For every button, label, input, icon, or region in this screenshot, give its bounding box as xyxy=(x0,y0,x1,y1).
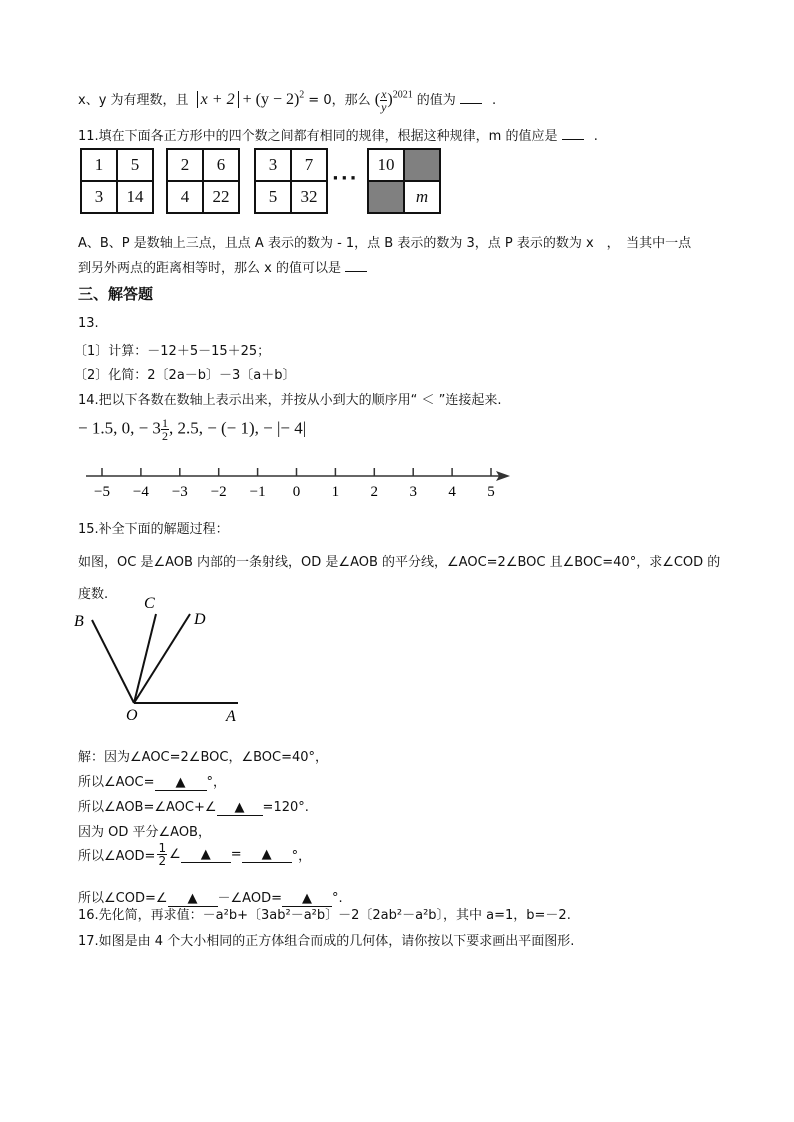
q11-sq2-br: 22 xyxy=(203,181,239,213)
q15-half-num: 1 xyxy=(158,841,167,855)
q11-sq2-tr: 6 xyxy=(203,149,239,181)
question-12-line1: A、B、P 是数轴上三点，且点 A 表示的数为 - 1，点 B 表示的数为 3，点 P 表示的数为 x ， 当其中一点 xyxy=(78,236,692,251)
triangle-icon: ▲ xyxy=(175,775,186,790)
q11-square-3 xyxy=(254,148,328,214)
q10-prefix: x、y 为有理数，且 xyxy=(78,93,189,109)
q15-half xyxy=(157,842,167,867)
label-D: D xyxy=(194,611,206,628)
q15-blank-aod[interactable] xyxy=(242,847,292,863)
label-B: B xyxy=(74,613,84,630)
q11-sq2-bl: 4 xyxy=(167,181,203,213)
q11-sq1-br: 14 xyxy=(117,181,153,213)
question-16: 16.先化简，再求值：－a²b+〔3ab²－a²b〕－2〔2ab²－a²b〕，其中 a=1，b=－2. xyxy=(78,908,571,923)
q15-sol5-unit: °， xyxy=(291,849,312,864)
q12-answer-blank[interactable] xyxy=(345,259,367,272)
number-line-label: −1 xyxy=(249,484,266,500)
question-13-part2: 〔2〕化简：2〔2a－b〕－3〔a＋b〕 xyxy=(74,368,296,383)
q15-sol5-eq: = xyxy=(230,847,242,862)
q11-square-2 xyxy=(166,148,240,214)
q10-sq-expr: (y − 2) xyxy=(255,91,300,109)
q11-sqlast-bl-shaded xyxy=(368,181,404,213)
q10-equation: $x + 2 + (y - 2)^2$ xyxy=(197,91,309,108)
q15-blank-angle2[interactable] xyxy=(181,847,231,863)
q11-end: . xyxy=(593,129,598,144)
q14-number-line xyxy=(80,460,520,505)
q14-frac-den: 2 xyxy=(161,429,168,443)
number-line-label: 0 xyxy=(292,484,301,500)
question-12-line2 xyxy=(78,257,367,276)
triangle-icon: ▲ xyxy=(187,891,198,906)
q10-suffix: 的值为 xyxy=(416,93,456,109)
q11-sq3-br: 32 xyxy=(291,181,327,213)
ray-OD xyxy=(134,614,190,703)
question-15-problem-line1: 如图，OC 是∠AOB 内部的一条射线，OD 是∠AOB 的平分线，∠AOC=2∠BOC 且∠BOC=40°，求∠COD 的 xyxy=(78,555,721,570)
q15-sol2-unit: °， xyxy=(206,775,227,790)
q15-sol2-text: 所以∠AOC= xyxy=(78,775,155,790)
q10-eq: = 0，那么 xyxy=(308,93,371,109)
label-C: C xyxy=(144,595,155,612)
question-15-problem-line2: 度数. xyxy=(78,587,109,602)
q11-sq3-tr: 7 xyxy=(291,149,327,181)
q10-frac-den: y xyxy=(381,100,387,114)
triangle-icon: ▲ xyxy=(261,846,272,862)
question-10 xyxy=(78,88,496,113)
q11-sq1-tl: 1 xyxy=(81,149,117,181)
number-line-label: 5 xyxy=(487,484,495,500)
number-line-label: 3 xyxy=(409,484,417,500)
q15-sol5-text: 所以∠AOD= xyxy=(78,849,156,864)
q11-sq3-tl: 3 xyxy=(255,149,291,181)
number-line-label: −3 xyxy=(171,484,188,500)
triangle-icon: ▲ xyxy=(200,846,211,862)
label-O: O xyxy=(126,707,138,724)
q15-sol6-unit: °. xyxy=(332,891,343,906)
q11-square-1 xyxy=(80,148,154,214)
question-13-part1: 〔1〕计算：－12＋5－15＋25； xyxy=(74,344,271,359)
q15-angle-figure xyxy=(70,590,260,730)
q10-answer-blank[interactable] xyxy=(460,91,482,104)
q10-sq-exp: 2 xyxy=(299,89,305,101)
q15-solution-line2 xyxy=(78,771,226,791)
q14-frac-num: 1 xyxy=(161,416,168,430)
q15-blank-angle1[interactable] xyxy=(217,800,263,816)
q11-text: 11.填在下面各正方形中的四个数之间都有相同的规律，根据这种规律，m 的值应是 xyxy=(78,129,558,144)
q15-sol3-text: 所以∠AOB=∠AOC+∠ xyxy=(78,800,217,815)
ray-OC xyxy=(134,614,156,703)
q15-sol5-angle: ∠ xyxy=(169,847,181,862)
q15-blank-aoc[interactable] xyxy=(155,775,207,791)
triangle-icon: ▲ xyxy=(302,891,312,906)
q11-sq2-tl: 2 xyxy=(167,149,203,181)
q11-sqlast-tl: 10 xyxy=(368,149,404,181)
question-14-text: 14.把以下各数在数轴上表示出来，并按从小到大的顺序用“ ＜ ”连接起来. xyxy=(78,393,502,408)
number-line-label: 2 xyxy=(370,484,379,500)
number-line-label: 1 xyxy=(331,484,340,500)
q11-square-last xyxy=(367,148,441,214)
q11-sq1-bl: 3 xyxy=(81,181,117,213)
q14-numbers-part2: , 2.5, − (− 1), − |− 4| xyxy=(168,418,307,438)
label-A: A xyxy=(226,708,236,725)
ray-OB xyxy=(92,620,134,703)
question-15-title: 15.补全下面的解题过程： xyxy=(78,522,229,537)
number-line-label: 4 xyxy=(448,484,456,500)
q15-solution-line4: 因为 OD 平分∠AOB， xyxy=(78,825,211,840)
number-line-label: −4 xyxy=(132,484,149,500)
question-13-num: 13. xyxy=(78,316,99,331)
q14-numbers xyxy=(78,417,306,442)
q15-half-den: 2 xyxy=(158,854,167,868)
q11-sqlast-br: m xyxy=(404,181,440,213)
number-line-label: −5 xyxy=(94,484,110,500)
q15-solution-line1: 解：因为∠AOC=2∠BOC，∠BOC=40°， xyxy=(78,750,329,765)
q12-line2-text: 到另外两点的距离相等时，那么 x 的值可以是 xyxy=(78,261,341,276)
triangle-icon: ▲ xyxy=(234,800,245,815)
question-17: 17.如图是由 4 个大小相同的正方体组合而成的几何体，请你按以下要求画出平面图形. xyxy=(78,934,575,949)
q11-sq3-bl: 5 xyxy=(255,181,291,213)
q15-sol6-minus: －∠AOD= xyxy=(217,891,282,906)
section-3-title: 三、解答题 xyxy=(78,285,154,303)
q11-answer-blank[interactable] xyxy=(562,127,584,140)
q11-sq1-tr: 5 xyxy=(117,149,153,181)
q10-frac-num: x xyxy=(381,87,387,101)
number-line-label: −2 xyxy=(210,484,227,500)
q14-numbers-part1: − 1.5, 0, − 3 xyxy=(78,418,161,438)
q15-solution-line5 xyxy=(78,842,311,867)
q15-solution-line3 xyxy=(78,796,309,816)
q10-power-expr: ( $\frac{x}{y}$ )$^{2021}$ xyxy=(374,87,413,114)
q11-sqlast-tr-shaded xyxy=(404,149,440,181)
q10-abs-expr: x + 2 xyxy=(200,91,235,109)
question-11 xyxy=(78,125,598,144)
q15-sol6-text: 所以∠COD=∠ xyxy=(78,891,168,906)
q15-sol3-result: =120°. xyxy=(262,800,309,815)
q10-end: . xyxy=(492,93,497,109)
q10-power: 2021 xyxy=(392,89,413,101)
q11-ellipsis: ··· xyxy=(332,168,359,189)
